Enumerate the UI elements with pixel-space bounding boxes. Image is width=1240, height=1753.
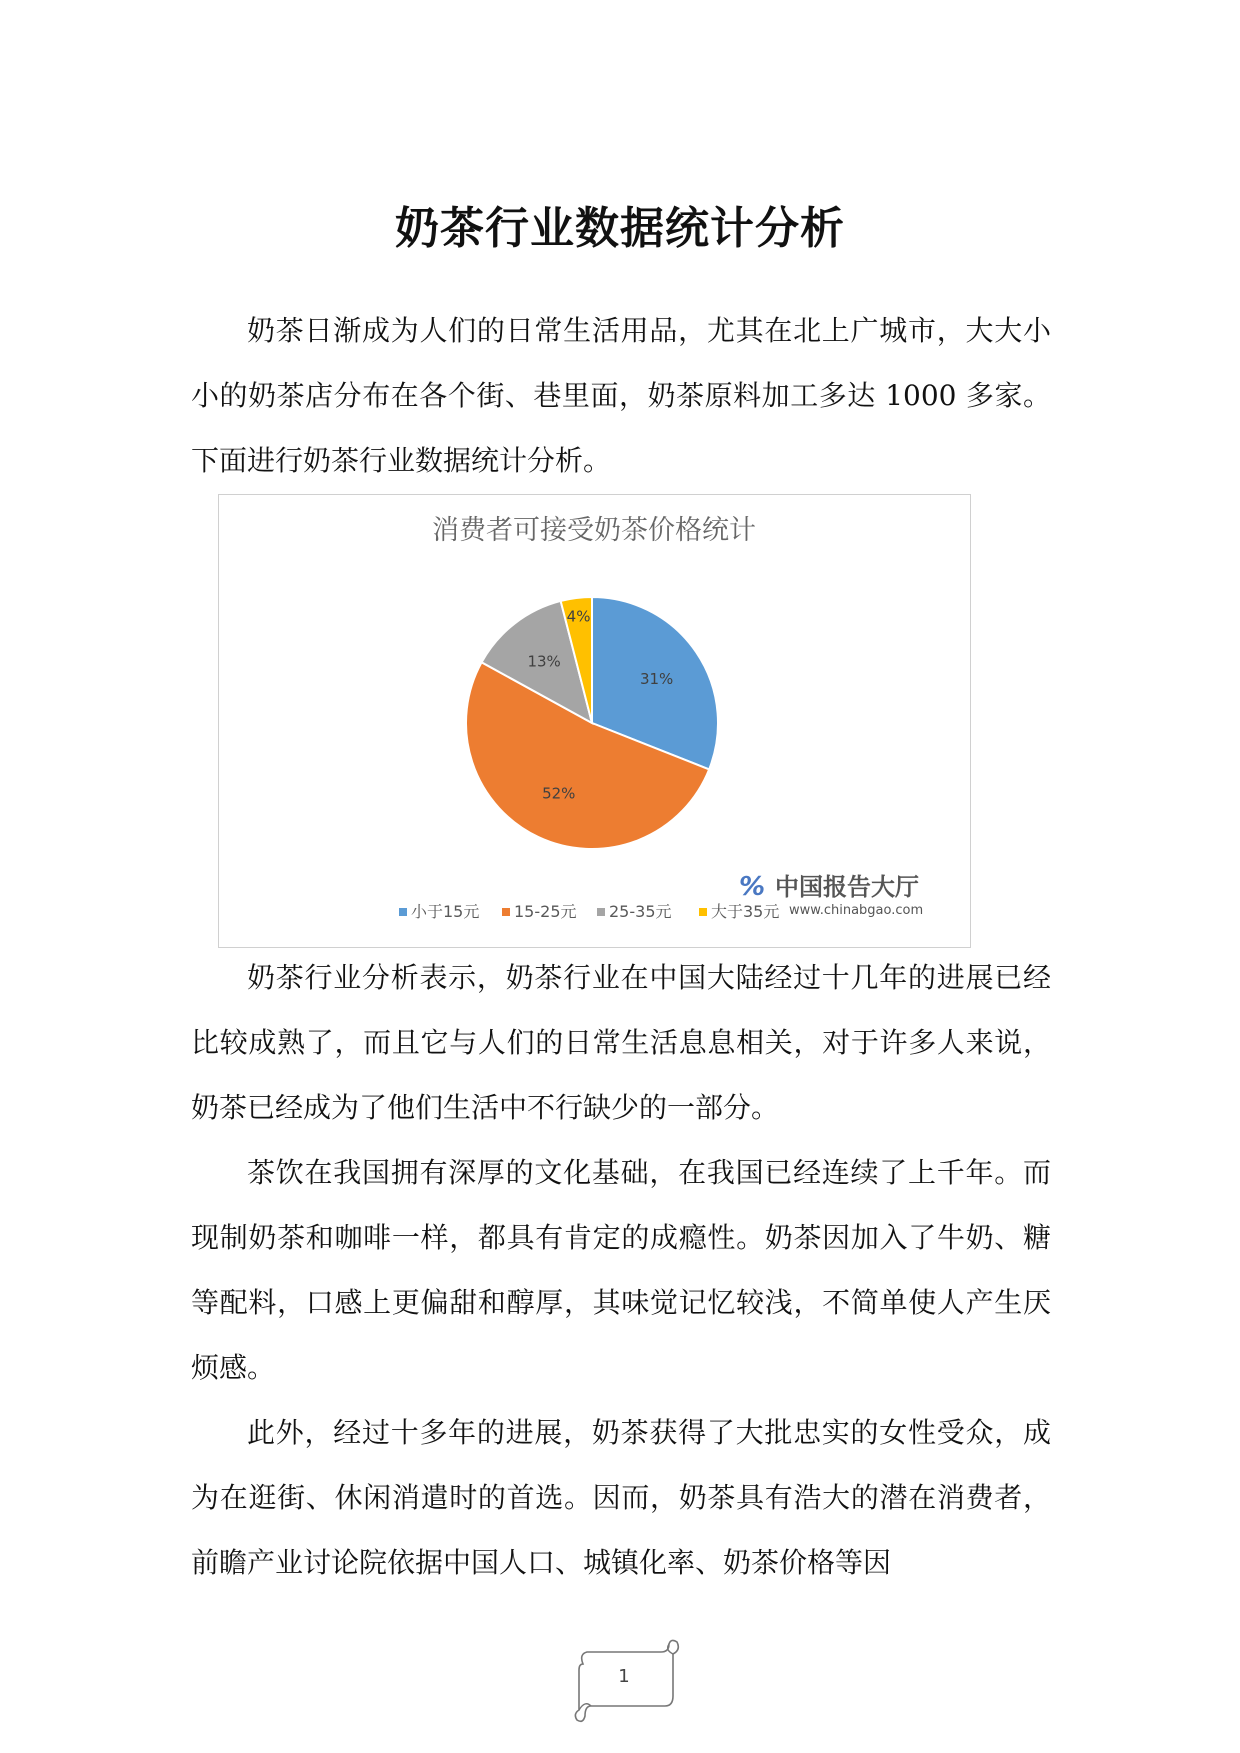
watermark-mark: % xyxy=(739,872,766,902)
legend-swatch-2 xyxy=(502,908,510,916)
chart-legend xyxy=(399,902,779,921)
legend-label-1: 小于15元 xyxy=(411,902,480,921)
legend-swatch-3 xyxy=(597,908,605,916)
pie-chart-svg xyxy=(219,495,970,947)
paragraph-3: 茶饮在我国拥有深厚的文化基础，在我国已经连续了上千年。而现制奶茶和咖啡一样，都具有肯定的成瘾性。奶茶因加入了牛奶、糖等配料，口感上更偏甜和醇厚，其味觉记忆较浅，不简单使人产生厌烦感。 xyxy=(191,1156,1051,1384)
legend-label-2: 15-25元 xyxy=(514,902,577,921)
paragraph-1: 奶茶日渐成为人们的日常生活用品，尤其在北上广城市，大大小小的奶茶店分布在各个街、巷里面，奶茶原料加工多达 1000 多家。下面进行奶茶行业数据统计分析。 xyxy=(191,314,1051,477)
pie-slice-label-1: 31% xyxy=(639,670,674,689)
legend-swatch-4 xyxy=(699,908,707,916)
page-number: 1 xyxy=(618,1666,630,1687)
watermark-name: 中国报告大厅 xyxy=(775,873,919,901)
paragraph-2: 奶茶行业分析表示，奶茶行业在中国大陆经过十几年的进展已经比较成熟了，而且它与人们的日常生活息息相关，对于许多人来说，奶茶已经成为了他们生活中不行缺少的一部分。 xyxy=(191,961,1051,1124)
legend-label-4: 大于35元 xyxy=(711,902,780,921)
page-footer xyxy=(565,1636,675,1728)
pie-slice-label-2: 52% xyxy=(542,784,576,803)
paragraph-4: 此外，经过十多年的进展，奶茶获得了大批忠实的女性受众，成为在逛街、休闲消遣时的首选。因而，奶茶具有浩大的潜在消费者，前瞻产业讨论院依据中国人口、城镇化率、奶茶价格等因 xyxy=(191,1416,1051,1579)
pie-slice-label-4: 4% xyxy=(566,607,591,626)
legend-swatch-1 xyxy=(399,908,407,916)
legend-label-3: 25-35元 xyxy=(609,902,672,921)
pie-chart xyxy=(218,494,971,948)
pie-slices xyxy=(466,597,718,849)
chart-title: 消费者可接受奶茶价格统计 xyxy=(432,515,756,546)
watermark-url: www.chinabgao.com xyxy=(789,903,924,918)
pie-slice-label-3: 13% xyxy=(527,652,561,671)
page-title: 奶茶行业数据统计分析 xyxy=(395,203,845,254)
